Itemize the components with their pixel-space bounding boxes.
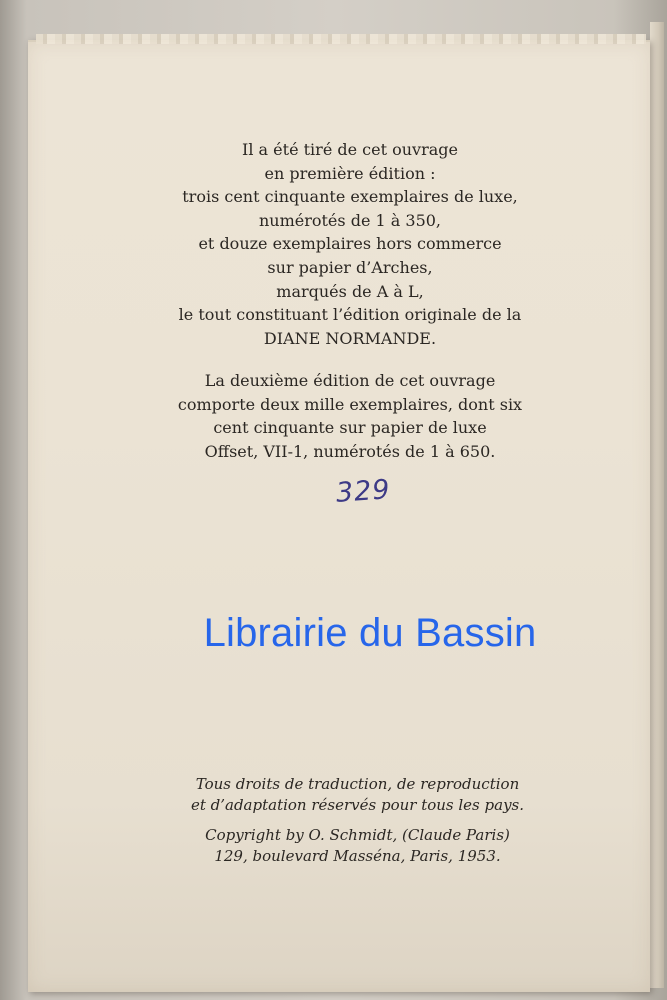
handwritten-copy-number: 329 [334, 474, 392, 509]
notice-line: Il a été tiré de cet ouvrage [242, 140, 458, 159]
notice-line: La deuxième édition de cet ouvrage [204, 371, 496, 390]
notice-line: en première édition : [264, 163, 436, 183]
notice-line: le tout constituant l’édition originale de la [178, 305, 522, 325]
notice-line: numérotés de 1 à 350, [258, 210, 442, 230]
publisher-address: 129, boulevard Masséna, Paris, 1953. [214, 846, 501, 865]
notice-line: Offset, VII-1, numérotés de 1 à 650. [204, 441, 496, 461]
notice-line: et douze exemplaires hors commerce [198, 234, 502, 254]
first-edition-notice [150, 138, 550, 350]
bookseller-watermark: Librairie du Bassin [203, 611, 537, 655]
second-edition-notice [150, 369, 550, 463]
copyright-footer [150, 774, 565, 866]
page-edge [650, 22, 664, 988]
rights-line: Tous droits de traduction, de reproduction [195, 775, 520, 793]
copyright-line: Copyright by O. Schmidt, (Claude Paris) [205, 826, 510, 844]
notice-line: marqués de A à L, [276, 281, 424, 301]
notice-line: comporte deux mille exemplaires, dont six [177, 394, 523, 414]
book-title: DIANE NORMANDE. [263, 328, 437, 348]
rights-line: et d’adaptation réservés pour tous les pays. [190, 795, 525, 814]
page-top-edge [36, 34, 646, 44]
notice-line: cent cinquante sur papier de luxe [213, 418, 487, 438]
notice-line: sur papier d’Arches, [267, 257, 433, 277]
notice-line: trois cent cinquante exemplaires de luxe, [182, 187, 518, 207]
